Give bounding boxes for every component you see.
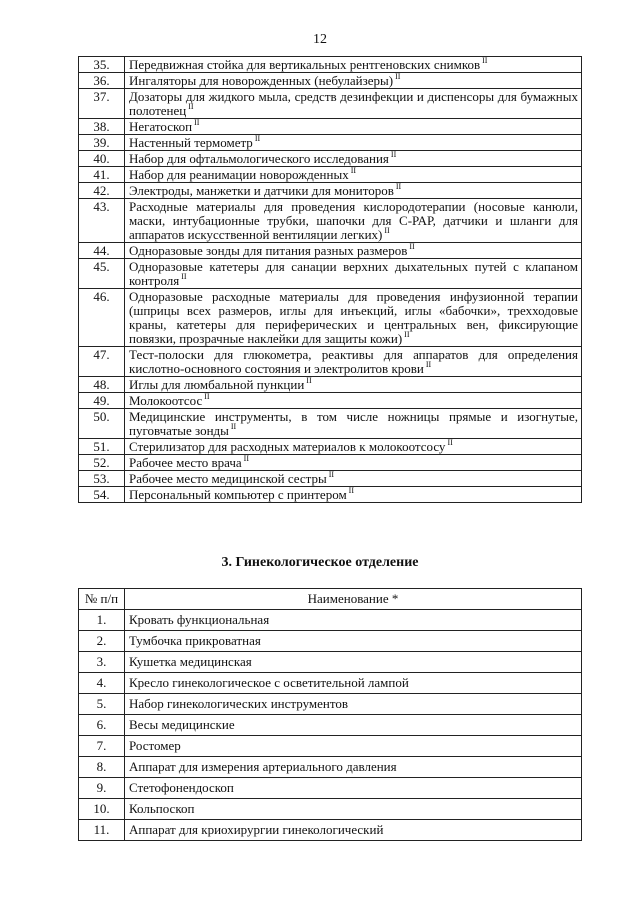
item-name: Молокоотсос bbox=[129, 393, 203, 408]
footnote-mark: II bbox=[409, 242, 415, 251]
row-number: 42. bbox=[79, 183, 125, 199]
item-name: Кушетка медицинская bbox=[129, 654, 252, 669]
item-name: Аппарат для измерения артериального давления bbox=[129, 759, 397, 774]
item-name-cell bbox=[125, 243, 582, 259]
row-number: 35. bbox=[79, 57, 125, 73]
item-name-cell bbox=[125, 57, 582, 73]
item-name: Кровать функциональная bbox=[129, 612, 270, 627]
item-name-cell bbox=[125, 393, 582, 409]
footnote-mark: II bbox=[395, 182, 402, 191]
table-row bbox=[79, 393, 582, 409]
table-row bbox=[79, 259, 582, 289]
row-number: 52. bbox=[79, 455, 125, 471]
row-number: 49. bbox=[79, 393, 125, 409]
item-name-cell bbox=[125, 715, 582, 736]
item-name-cell bbox=[125, 135, 582, 151]
item-name: Рабочее место медицинской сестры bbox=[129, 471, 327, 486]
item-name-cell bbox=[125, 183, 582, 199]
item-name: Набор для офтальмологического исследования bbox=[129, 151, 389, 166]
item-name: Ингаляторы для новорожденных (небулайзеры) bbox=[129, 73, 394, 88]
table-row bbox=[79, 631, 582, 652]
row-number: 38. bbox=[79, 119, 125, 135]
row-number: 7. bbox=[79, 736, 125, 757]
item-name: Электроды, манжетки и датчики для мониторов bbox=[129, 183, 394, 198]
row-number: 40. bbox=[79, 151, 125, 167]
footnote-mark: II bbox=[404, 330, 410, 339]
footnote-mark: II bbox=[384, 226, 390, 235]
table-row bbox=[79, 167, 582, 183]
item-name-cell bbox=[125, 119, 582, 135]
table-row bbox=[79, 736, 582, 757]
item-name-cell bbox=[125, 289, 582, 347]
item-name-cell bbox=[125, 89, 582, 119]
item-name-cell bbox=[125, 151, 582, 167]
footnote-mark: II bbox=[350, 166, 357, 175]
row-number: 44. bbox=[79, 243, 125, 259]
item-name: Ростомер bbox=[129, 738, 181, 753]
row-number: 45. bbox=[79, 259, 125, 289]
row-number: 10. bbox=[79, 799, 125, 820]
item-name-cell bbox=[125, 694, 582, 715]
footnote-mark: II bbox=[348, 486, 354, 495]
item-name: Иглы для люмбальной пункции bbox=[129, 377, 305, 392]
row-number: 46. bbox=[79, 289, 125, 347]
item-name-cell bbox=[125, 736, 582, 757]
item-name-cell bbox=[125, 673, 582, 694]
table-row bbox=[79, 778, 582, 799]
footnote-mark: II bbox=[194, 118, 200, 127]
item-name-cell bbox=[125, 167, 582, 183]
item-name: Кресло гинекологическое с осветительной лампой bbox=[129, 675, 409, 690]
item-name-cell bbox=[125, 652, 582, 673]
item-name: Весы медицинские bbox=[129, 717, 235, 732]
table-row bbox=[79, 409, 582, 439]
row-number: 11. bbox=[79, 820, 125, 841]
table-row bbox=[79, 799, 582, 820]
section-heading: 3. Гинекологическое отделение bbox=[221, 555, 419, 570]
item-name-cell bbox=[125, 799, 582, 820]
row-number: 37. bbox=[79, 89, 125, 119]
table-row bbox=[79, 183, 582, 199]
item-name: Одноразовые катетеры для санации верхних дыхательных путей с клапаном контроля bbox=[129, 259, 578, 288]
row-number: 5. bbox=[79, 694, 125, 715]
item-name: Рабочее место врача bbox=[129, 455, 242, 470]
column-header-name: Наименование * bbox=[125, 589, 582, 610]
item-name: Набор для реанимации новорожденных bbox=[129, 167, 349, 182]
item-name-cell bbox=[125, 487, 582, 503]
row-number: 50. bbox=[79, 409, 125, 439]
item-name-cell bbox=[125, 347, 582, 377]
row-number: 2. bbox=[79, 631, 125, 652]
item-name: Передвижная стойка для вертикальных рентгеновских снимков bbox=[129, 57, 481, 72]
row-number: 41. bbox=[79, 167, 125, 183]
row-number: 6. bbox=[79, 715, 125, 736]
item-name: Тумбочка прикроватная bbox=[129, 633, 261, 648]
footnote-mark: II bbox=[230, 422, 237, 431]
table-row bbox=[79, 89, 582, 119]
item-name: Тест-полоски для глюкометра, реактивы для аппаратов для определения кислотно-основного состояния и электролитов крови bbox=[129, 347, 578, 376]
table-row bbox=[79, 455, 582, 471]
gynecology-equipment-table bbox=[78, 588, 582, 841]
row-number: 8. bbox=[79, 757, 125, 778]
row-number: 53. bbox=[79, 471, 125, 487]
footnote-mark: II bbox=[243, 454, 249, 463]
row-number: 39. bbox=[79, 135, 125, 151]
table-row bbox=[79, 673, 582, 694]
item-name-cell bbox=[125, 471, 582, 487]
equipment-table-continued bbox=[78, 56, 582, 503]
table-row bbox=[79, 347, 582, 377]
table-row bbox=[79, 715, 582, 736]
item-name: Негатоскоп bbox=[129, 119, 193, 134]
page-number: 12 bbox=[313, 32, 327, 47]
item-name: Расходные материалы для проведения кислородотерапии (носовые канюли, маски, интубационные трубки, шапочки для С-РАР, датчики и шланги для аппаратов искусственной вентиляции легких) bbox=[129, 199, 578, 242]
table-row bbox=[79, 119, 582, 135]
item-name-cell bbox=[125, 409, 582, 439]
footnote-mark: II bbox=[181, 272, 187, 281]
item-name: Одноразовые зонды для питания разных размеров bbox=[129, 243, 408, 258]
table-row bbox=[79, 135, 582, 151]
item-name-cell bbox=[125, 610, 582, 631]
footnote-mark: II bbox=[425, 360, 432, 369]
item-name-cell bbox=[125, 757, 582, 778]
footnote-mark: II bbox=[328, 470, 335, 479]
item-name: Аппарат для криохирургии гинекологический bbox=[129, 822, 384, 837]
item-name-cell bbox=[125, 820, 582, 841]
row-number: 1. bbox=[79, 610, 125, 631]
item-name: Стерилизатор для расходных материалов к молокоотсосу bbox=[129, 439, 446, 454]
item-name-cell bbox=[125, 377, 582, 393]
table-row bbox=[79, 377, 582, 393]
item-name: Стетофонендоскоп bbox=[129, 780, 234, 795]
table-row bbox=[79, 243, 582, 259]
row-number: 54. bbox=[79, 487, 125, 503]
item-name-cell bbox=[125, 73, 582, 89]
table-row bbox=[79, 757, 582, 778]
table-row bbox=[79, 694, 582, 715]
footnote-mark: II bbox=[254, 134, 261, 143]
item-name-cell bbox=[125, 778, 582, 799]
footnote-mark: II bbox=[204, 392, 210, 401]
row-number: 47. bbox=[79, 347, 125, 377]
table-header-row bbox=[79, 589, 582, 610]
footnote-mark: II bbox=[188, 102, 194, 111]
item-name: Персональный компьютер с принтером bbox=[129, 487, 347, 502]
footnote-mark: II bbox=[482, 56, 488, 65]
row-number: 3. bbox=[79, 652, 125, 673]
table-row bbox=[79, 439, 582, 455]
row-number: 51. bbox=[79, 439, 125, 455]
column-header-number: № п/п bbox=[79, 589, 125, 610]
row-number: 4. bbox=[79, 673, 125, 694]
table-row bbox=[79, 199, 582, 243]
table-row bbox=[79, 73, 582, 89]
item-name: Медицинские инструменты, в том числе ножницы прямые и изогнутые, пуговчатые зонды bbox=[129, 409, 578, 438]
row-number: 43. bbox=[79, 199, 125, 243]
item-name-cell bbox=[125, 199, 582, 243]
footnote-mark: II bbox=[390, 150, 397, 159]
item-name-cell bbox=[125, 439, 582, 455]
row-number: 9. bbox=[79, 778, 125, 799]
table-row bbox=[79, 289, 582, 347]
item-name-cell bbox=[125, 455, 582, 471]
table-row bbox=[79, 652, 582, 673]
footnote-mark: II bbox=[395, 72, 401, 81]
item-name: Кольпоскоп bbox=[129, 801, 195, 816]
item-name-cell bbox=[125, 259, 582, 289]
table-row bbox=[79, 487, 582, 503]
table-row bbox=[79, 610, 582, 631]
table-row bbox=[79, 471, 582, 487]
item-name: Дозаторы для жидкого мыла, средств дезинфекции и диспенсоры для бумажных полотенец bbox=[129, 89, 578, 118]
item-name: Набор гинекологических инструментов bbox=[129, 696, 349, 711]
item-name-cell bbox=[125, 631, 582, 652]
item-name: Одноразовые расходные материалы для проведения инфузионной терапии (шприцы всех размеров, иглы для инъекций, иглы «бабочки», трехходовые краны, катетеры для периферических и центральных вен, фиксирующие повязки, прозрачные наклейки для защиты кожи) bbox=[129, 289, 578, 346]
footnote-mark: II bbox=[306, 376, 312, 385]
table-row bbox=[79, 820, 582, 841]
item-name: Настенный термометр bbox=[129, 135, 253, 150]
table-row bbox=[79, 151, 582, 167]
table-row bbox=[79, 57, 582, 73]
row-number: 36. bbox=[79, 73, 125, 89]
row-number: 48. bbox=[79, 377, 125, 393]
footnote-mark: II bbox=[447, 438, 453, 447]
